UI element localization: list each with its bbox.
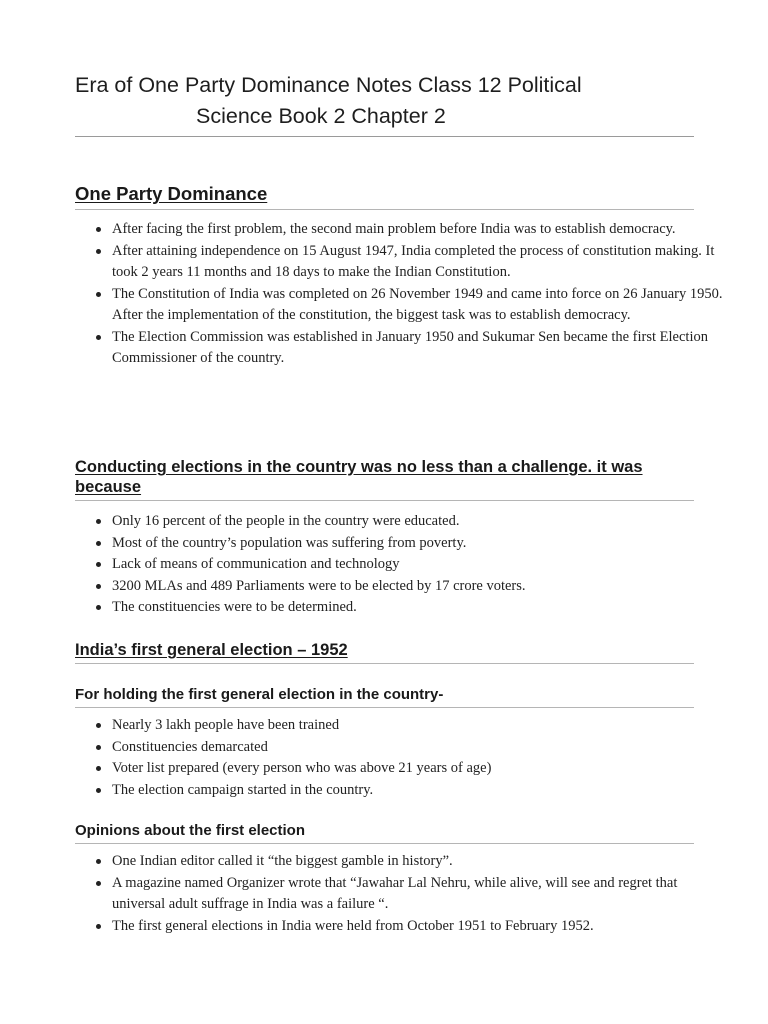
list-item: The first general elections in India were held from October 1951 to February 1952. xyxy=(112,916,731,938)
document-title-line-1: Era of One Party Dominance Notes Class 12 Political xyxy=(75,73,582,97)
list-item: The Election Commission was established in January 1950 and Sukumar Sen became the first Election Commissioner of the country. xyxy=(112,327,731,370)
list-item: Nearly 3 lakh people have been trained xyxy=(112,715,731,737)
bullet-list-opinions-first-election xyxy=(75,851,731,937)
list-item: Voter list prepared (every person who was above 21 years of age) xyxy=(112,758,731,780)
list-item: The election campaign started in the country. xyxy=(112,780,731,802)
subheading-holding-first-election: For holding the first general election in the country- xyxy=(75,685,694,708)
list-item: After facing the first problem, the second main problem before India was to establish democracy. xyxy=(112,219,731,241)
bullet-list-one-party-dominance xyxy=(75,219,731,370)
list-item: The Constitution of India was completed on 26 November 1949 and came into force on 26 January 1950. After the implementation of the constitution, the biggest task was to establish democracy. xyxy=(112,284,731,327)
list-item: Most of the country’s population was suffering from poverty. xyxy=(112,533,731,555)
list-item: Constituencies demarcated xyxy=(112,737,731,759)
section-heading-opinions-first-election: Opinions about the first election xyxy=(75,821,694,844)
section-heading-conducting-elections: Conducting elections in the country was no less than a challenge. it was because xyxy=(75,457,694,501)
list-item: Only 16 percent of the people in the country were educated. xyxy=(112,511,731,533)
list-item: A magazine named Organizer wrote that “Jawahar Lal Nehru, while alive, will see and regret that universal adult suffrage in India was a failure “. xyxy=(112,873,731,916)
section-heading-first-general-election: India’s first general election – 1952 xyxy=(75,640,694,664)
bullet-list-conducting-elections xyxy=(75,511,731,619)
bullet-list-first-general-election xyxy=(75,715,731,801)
list-item: After attaining independence on 15 August 1947, India completed the process of constitution making. It took 2 years 11 months and 18 days to make the Indian Constitution. xyxy=(112,241,731,284)
section-heading-one-party-dominance: One Party Dominance xyxy=(75,182,694,210)
list-item: The constituencies were to be determined. xyxy=(112,597,731,619)
document-title-line-2: Science Book 2 Chapter 2 xyxy=(196,104,446,128)
list-item: 3200 MLAs and 489 Parliaments were to be elected by 17 crore voters. xyxy=(112,576,731,598)
document-title xyxy=(75,70,694,137)
list-item: Lack of means of communication and technology xyxy=(112,554,731,576)
list-item: One Indian editor called it “the biggest gamble in history”. xyxy=(112,851,731,873)
